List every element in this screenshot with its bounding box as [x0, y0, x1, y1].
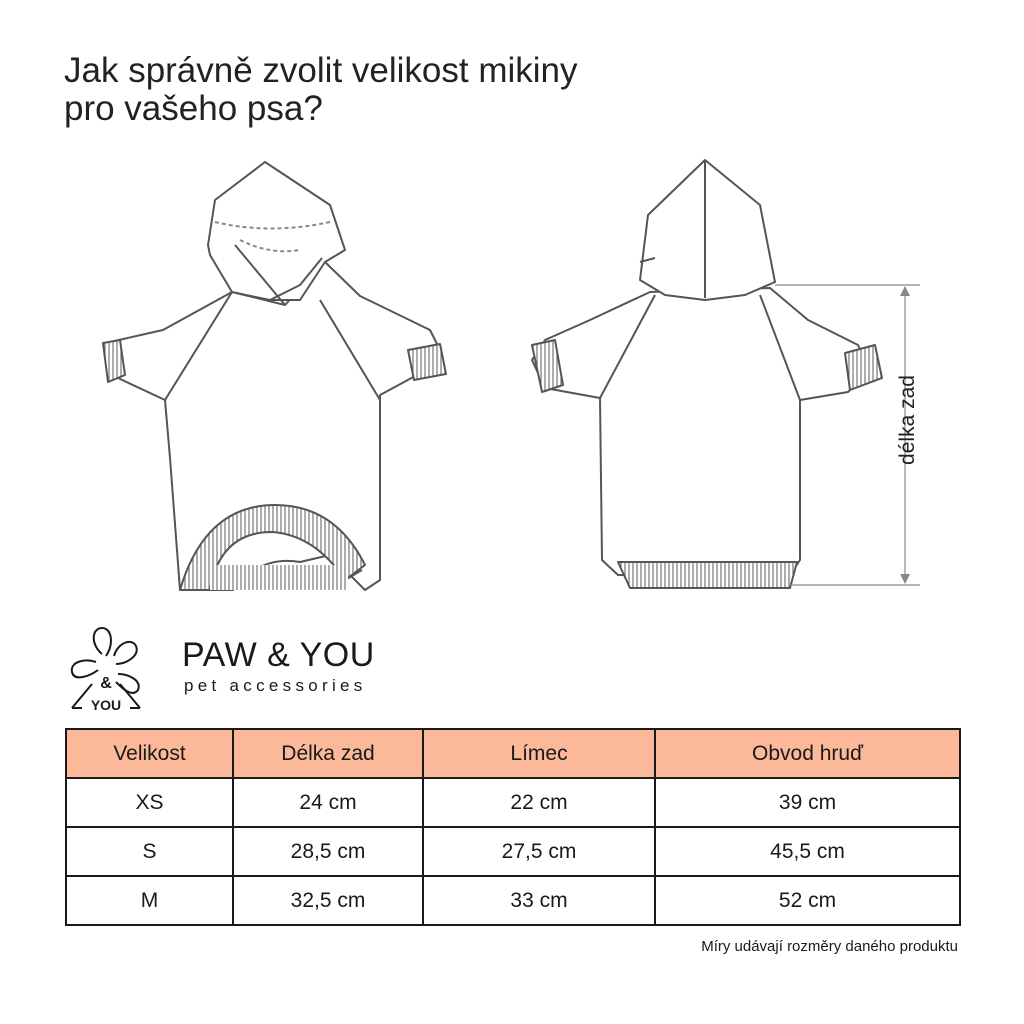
- back-bottom-band: [618, 562, 797, 588]
- table-header-row: [66, 729, 960, 778]
- logo-you: YOU: [90, 697, 122, 713]
- table-cell: 28,5 cm: [233, 827, 423, 876]
- table-cell: 33 cm: [423, 876, 655, 925]
- table-cell: 22 cm: [423, 778, 655, 827]
- front-bottom-band: [210, 565, 348, 590]
- front-left-cuff: [103, 340, 125, 382]
- column-header: Límec: [423, 729, 655, 778]
- table-cell: 45,5 cm: [655, 827, 960, 876]
- table-cell: 39 cm: [655, 778, 960, 827]
- back-length-label: délka zad: [896, 375, 919, 465]
- footnote: Míry udávají rozměry daného produktu: [701, 938, 958, 955]
- logo-ampersand: &: [100, 675, 112, 692]
- paw-logo-icon: [62, 624, 150, 714]
- brand-tagline: pet accessories: [184, 676, 367, 695]
- table-row: [66, 778, 960, 827]
- brand-name: PAW & YOU: [182, 636, 375, 674]
- table-cell: 27,5 cm: [423, 827, 655, 876]
- back-hood: [640, 160, 775, 300]
- title-line-1: Jak správně zvolit velikost mikiny: [64, 51, 578, 90]
- table-cell: 24 cm: [233, 778, 423, 827]
- front-body-outline: [105, 262, 440, 590]
- table-row: [66, 876, 960, 925]
- table-cell: XS: [66, 778, 233, 827]
- hoodie-front-view: [103, 162, 446, 590]
- front-right-cuff: [408, 344, 446, 380]
- table-row: [66, 827, 960, 876]
- size-table: [65, 728, 961, 926]
- back-body-outline: [532, 288, 870, 575]
- column-header: Délka zad: [233, 729, 423, 778]
- table-cell: S: [66, 827, 233, 876]
- column-header: Obvod hruď: [655, 729, 960, 778]
- table-cell: M: [66, 876, 233, 925]
- title-line-2: pro vašeho psa?: [64, 89, 323, 128]
- hoodie-back-view: [532, 160, 882, 588]
- table-cell: 52 cm: [655, 876, 960, 925]
- table-cell: 32,5 cm: [233, 876, 423, 925]
- back-right-cuff: [845, 345, 882, 390]
- column-header: Velikost: [66, 729, 233, 778]
